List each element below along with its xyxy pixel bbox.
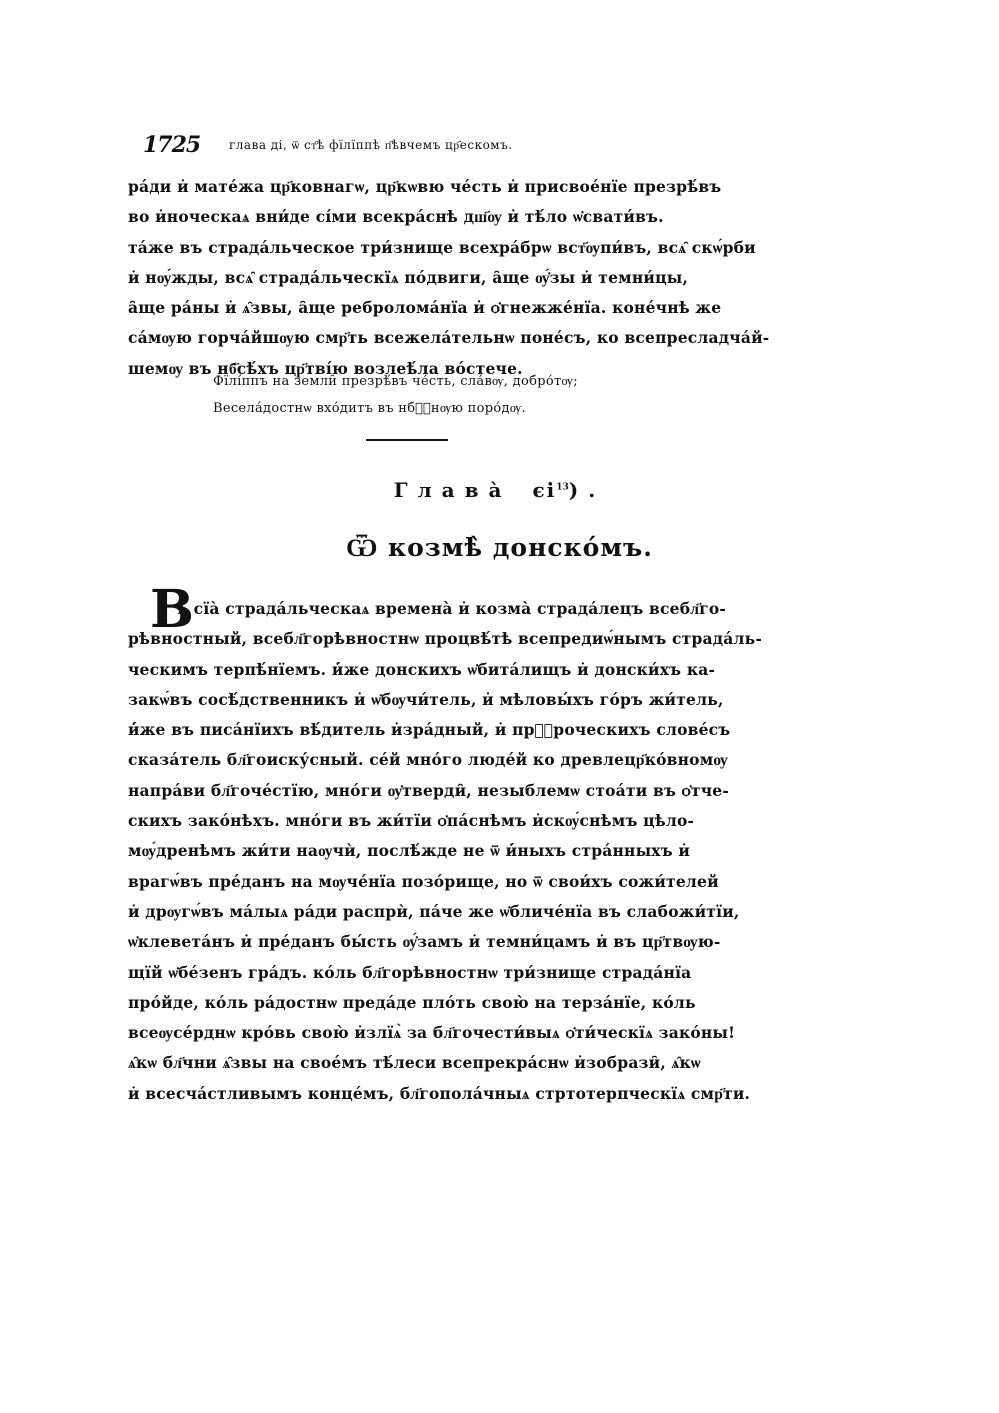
page-number: 1725 [143,132,201,158]
intro-paragraph [128,172,770,384]
chapter-heading-word: Глава̀ [393,478,512,502]
text-line: врагѡ́въ пре́данъ на мѹче́нїа позо́рище, но ѿ свои́хъ сожи́телей [128,871,719,891]
text-line: шемѹ въ нб҃сѣ́хъ цр҃тві́ю возлеѣ́ла во́стече. [128,358,523,378]
text-line: закѡ́въ сосѣ́дственникъ и̇ ѡ̇бѹчи́тель, и̇ мѣловы́хъ го́ръ жи́тель, [128,689,724,709]
running-head [143,132,683,162]
text-line: и̇ всесча́стливымъ конце́мъ, бл҃гопола́чныѧ стртотерпческїѧ смр҃ти. [128,1083,751,1103]
text-line: ческимъ терпѣ́нїемъ. и̇́же донскихъ ѡ̇бита́лищъ и̇ донски́хъ ка- [128,659,716,679]
verse-line: Фїлі́ппъ на земли̑ презрѣ́въ че́сть, сла́вѹ, добро́тѹ; [213,374,578,389]
chapter-heading-close: ). [568,478,606,502]
text-line: та́же въ страда́льческое три́знище всехра́брѡ вст҃ѹпи́въ, всѧ̑ скѡ́рби [128,237,756,257]
drop-initial: В [150,579,194,640]
text-line: и̇́же въ писа́нїихъ вѣ́дитель и̇зра́дный, и̇ прⷪ҇роческихъ слове́съ [128,720,731,740]
text-line: про́йде, ко́ль ра́достнѡ преда́де пло́ть свою̀ на терза́нїе, ко́ль [128,992,696,1012]
section-divider [366,439,448,441]
text-line: и̇ дрѹгѡ́въ ма́лыѧ ра́ди распрѝ, па́че же ѡ̇бличе́нїа въ слабожи́тїи, [128,901,740,921]
chapter-heading [0,478,999,502]
footnote-mark: 13 [556,482,569,493]
text-line: и̇ нѹ́жды, всѧ̑ страда́льческїѧ по́двиги, а̑ще ѹ̇́зы и̇ темни́цы, [128,267,689,287]
text-line: ъ сїа̀ страда́льческаѧ времена̀ и̇ козма̀ страда́лецъ всебл҃го- [176,599,727,618]
text-line: ра́ди и̇ мате́жа цр҃ковнагѡ, цр҃кѡвю че́сть и̇ присвое́нїе презрѣ́въ [128,177,722,196]
text-line: са́мѹю горча́йшѹю смр҃ть всежела́тельнѡ поне́съ, ко всепресладча́й- [128,328,770,348]
chapter-title: Ѿ козмѣ̀ донско́мъ. [346,533,653,562]
text-line: а̑ще ра́ны и̇ ѧ̑звы, а̑ще ребролома́нїа и̇ ѻ̇гнежже́нїа. коне́чнѣ же [128,298,722,318]
running-title: глава ді, ѿ ст҃ѣ фїлїппѣ п҃ѣвчемъ цр҃ескомъ. [229,138,513,152]
text-line: скихъ зако́нѣхъ. мно́ги въ жи́тїи ѻ̇па́снѣмъ и̇скѹ́снѣмъ цѣло- [128,811,695,831]
text-line: ѡ̇клевета́нъ и̇ пре́данъ бы́сть ѹ̇́замъ и̇ темни́цамъ и̇ въ цр҃твѹю- [128,932,721,952]
text-line: рѣвностный, всебл҃горѣвностнѡ процвѣ́тѣ всепредиѡ́нымъ страда́ль- [128,629,762,649]
text-line: сказа́тель бл҃гоиску́сный. се́й мно́го люде́й ко древлецр҃ко́вномѹ [128,750,728,770]
text-line: ѧ̑кѡ бл҃чни ѧ̑звы на свое́мъ тѣ́леси всепрекра́снѡ и̇зобрази̑, ѧ̑кѡ [128,1053,701,1073]
text-line: щїй ѡ̇бе́зенъ гра́дъ. ко́ль бл҃горѣвностнѡ три́знище страда́нїа [128,962,692,982]
text-line: всеѹсе́рднѡ кро́вь свою̀ и̇злїѧ̀ за бл҃гочести́выѧ ѻ̇ти́ческїѧ зако́ны! [128,1023,736,1043]
verse-line: Весела́достнѡ вхо́дитъ въ нбⷭ҇нѹю поро́дѹ. [213,401,526,416]
text-line: мѹ́дренѣмъ жи́ти наѹчѝ, послѣ́жде не ѿ и̇́ныхъ стра́нныхъ и̇ [128,841,691,861]
text-line: во и̇ноческаѧ вни́де сі́ми всекра́снѣ дш҃ѹ и̇ тѣ́ло ѡ̇свати́въ. [128,207,664,227]
text-line: напра́ви бл҃гоче́стїю, мно́ги ѹ̇тверди̑, незыблемѡ стоа́ти въ ѻ̇тче- [128,780,729,800]
chapter-number: єі [532,478,557,502]
main-paragraph [128,594,762,1109]
verse-couplet [213,368,633,422]
